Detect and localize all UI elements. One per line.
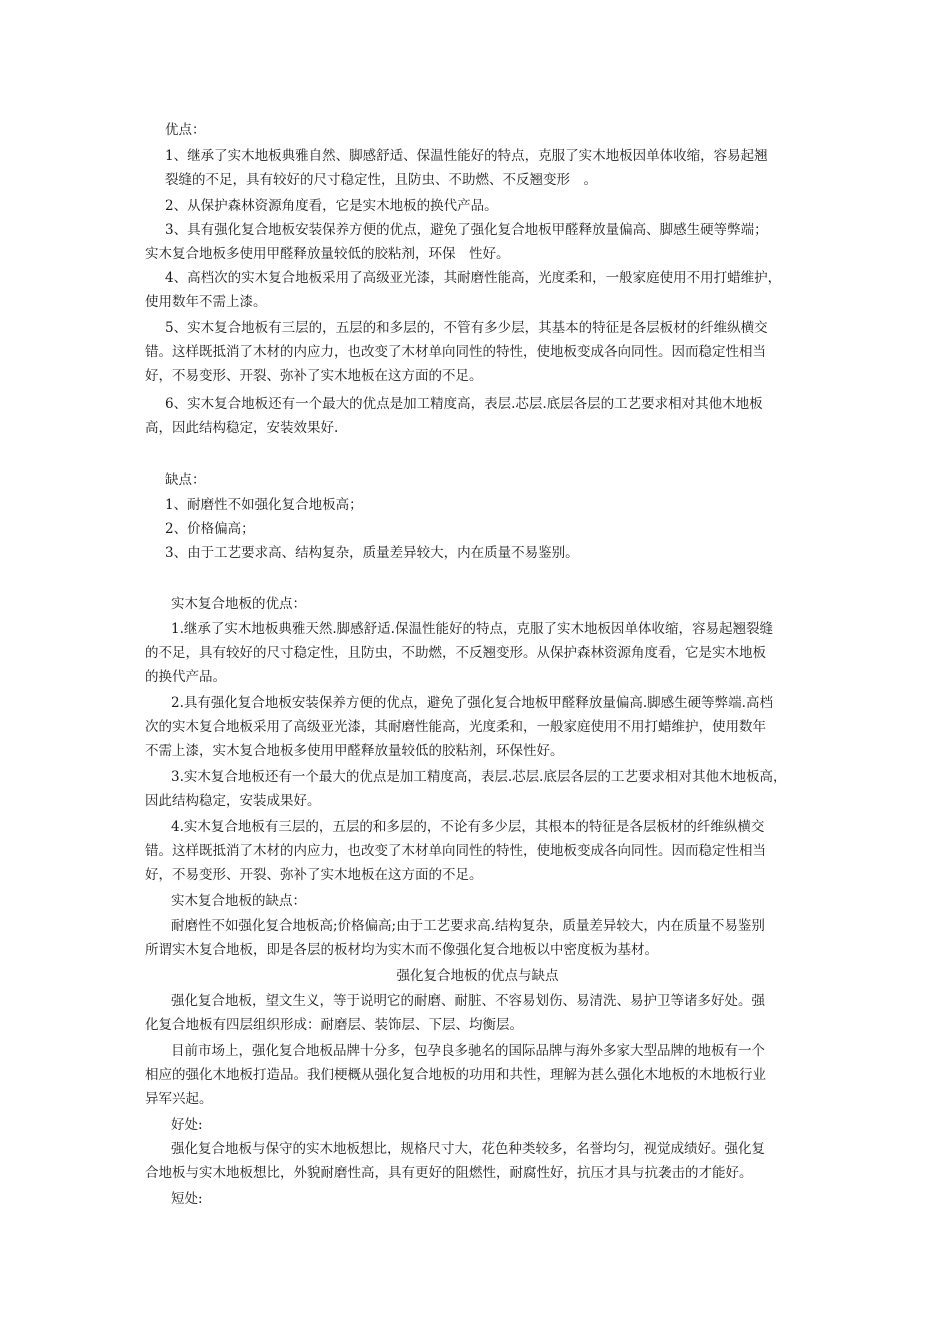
engineered-pros-1: 1.继承了实木地板典雅天然.脚感舒适.保温性能好的特点，克服了实木地板因单体收缩，容易起翘裂缝 的不足，具有较好的尺寸稳定性，且防虫，不助燃，不反翘变形。从保护森林资源角度看，它是实木地板 的换代产品。 [145,621,773,685]
engineered-pros-heading: 实木复合地板的优点： [171,596,306,612]
laminate-section-title: 强化复合地板的优点与缺点 [396,968,559,984]
engineered-pros-2: 2.具有强化复合地板安装保养方便的优点，避免了强化复合地板甲醛释放量偏高.脚感生硬等弊端.高档 次的实木复合地板采用了高级亚光漆，其耐磨性能高，光度柔和，一般家庭使用不用打蜡维护，使用数年 不需上漆，实木复合地板多使用甲醛释放量较低的胶粘剂，环保性好。 [145,695,773,759]
laminate-paragraph-1: 强化复合地板，望文生义，等于说明它的耐磨、耐脏、不容易划伤、易清洗、易护卫等诸多好处。强 化复合地板有四层组织形成：耐磨层、装饰层、下层、均衡层。 [145,993,765,1033]
cons-item-2: 2、价格偏高； [165,521,255,537]
laminate-cons-heading: 短处: [171,1191,203,1207]
laminate-pros-heading: 好处: [171,1117,203,1133]
laminate-paragraph-2: 目前市场上，强化复合地板品牌十分多，包孕良多驰名的国际品牌与海外多家大型品牌的地板有一个 相应的强化木地板打造品。我们梗概从强化复合地板的功用和共性，理解为甚么强化木地板的木地板行业 异军兴起。 [145,1043,766,1107]
engineered-pros-4: 4.实木复合地板有三层的，五层的和多层的，不论有多少层，其根本的特征是各层板材的纤维纵横交 错。这样既抵消了木材的内应力，也改变了木材单向同性的特性，使地板变成各向同性。因而稳定性相当 好，不易变形、开裂、弥补了实木地板在这方面的不足。 [145,819,766,883]
laminate-pros-text: 强化复合地板与保守的实木地板想比，规格尺寸大，花色种类较多，名誉均匀，视觉成绩好。强化复 合地板与实木地板想比，外貌耐磨性高，具有更好的阻燃性，耐腐性好，抗压才具与抗袭击的才能好。 [145,1141,765,1181]
cons-item-1: 1、耐磨性不如强化复合地板高； [165,497,363,513]
pros-paragraph-3: 3、具有强化复合地板安装保养方便的优点，避免了强化复合地板甲醛释放量偏高、脚感生硬等弊端； 实木复合地板多使用甲醛释放量较低的胶粘剂，环保 性好。 [145,222,768,262]
pros-heading: 优点： [165,122,206,138]
pros-paragraph-1: 1、继承了实木地板典雅自然、脚感舒适、保温性能好的特点，克服了实木地板因单体收缩，容易起翘 裂缝的不足，具有较好的尺寸稳定性，且防虫、不助燃、不反翘变形 。 [165,148,768,188]
pros-paragraph-5: 5、实木复合地板有三层的，五层的和多层的，不管有多少层，其基本的特征是各层板材的纤维纵横交 错。这样既抵消了木材的内应力，也改变了木材单向同性的特性，使地板变成各向同性。因而稳定性相当 好，不易变形、开裂、弥补了实木地板在这方面的不足。 [145,320,768,384]
pros-paragraph-4: 4、高档次的实木复合地板采用了高级亚光漆，其耐磨性能高，光度柔和，一般家庭使用不用打蜡维护， 使用数年不需上漆。 [145,270,782,310]
cons-heading: 缺点： [165,472,206,488]
pros-paragraph-2: 2、从保护森林资源角度看，它是实木地板的换代产品。 [165,198,498,214]
pros-paragraph-6: 6、实木复合地板还有一个最大的优点是加工精度高，表层.芯层.底层各层的工艺要求相对其他木地板 高，因此结构稳定，安装效果好. [145,396,763,436]
engineered-cons-text: 耐磨性不如强化复合地板高;价格偏高;由于工艺要求高.结构复杂，质量差异较大，内在质量不易鉴别 所谓实木复合地板，即是各层的板材均为实木而不像强化复合地板以中密度板为基材。 [145,918,765,958]
cons-item-3: 3、由于工艺要求高、结构复杂，质量差异较大，内在质量不易鉴别。 [165,545,579,561]
engineered-cons-heading: 实木复合地板的缺点： [171,893,306,909]
engineered-pros-3: 3.实木复合地板还有一个最大的优点是加工精度高，表层.芯层.底层各层的工艺要求相对其他木地板高， 因此结构稳定，安装成果好。 [145,769,787,809]
